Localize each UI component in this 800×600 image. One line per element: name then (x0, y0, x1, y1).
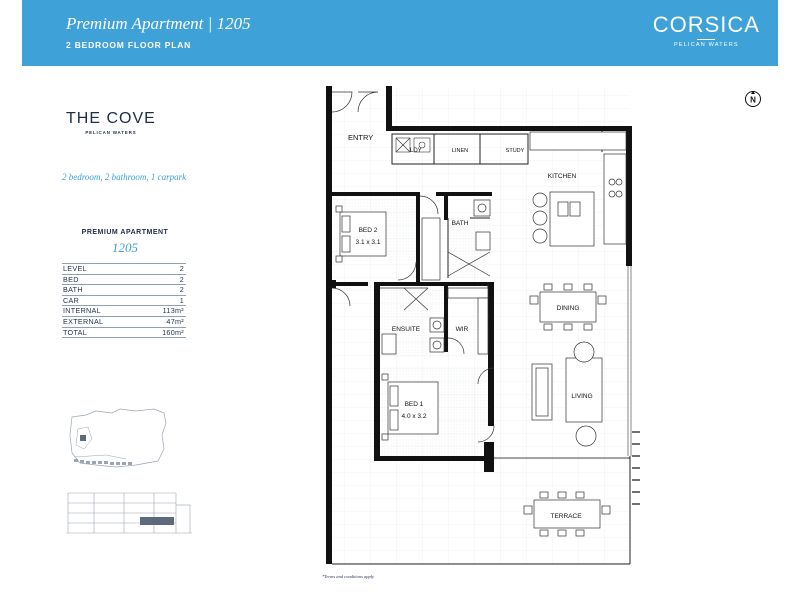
floor-plan (318, 82, 644, 568)
brand-rule (697, 39, 715, 40)
spec-label: BATH (62, 285, 126, 296)
spec-value: 1 (126, 295, 186, 306)
compass-letter: N (750, 95, 756, 105)
spec-heading: PREMIUM APARTMENT (81, 229, 169, 236)
development-logo (66, 110, 156, 135)
spec-label: BED (62, 274, 126, 285)
room-label-wir: WIR (455, 326, 469, 333)
brand-logo (653, 12, 760, 48)
spec-table (62, 263, 186, 338)
header-banner (22, 0, 778, 66)
room-size-bed2: 3.1 x 3.1 (355, 239, 381, 246)
development-name: THE COVE (66, 110, 156, 127)
north-compass-icon (744, 90, 762, 108)
room-label-kitchen: KITCHEN (547, 173, 577, 180)
spec-row (62, 327, 186, 338)
spec-label: CAR (62, 295, 126, 306)
room-label-study: STUDY (505, 148, 525, 154)
spec-row (62, 306, 186, 317)
spec-label: EXTERNAL (62, 316, 126, 327)
room-label-terrace: TERRACE (550, 513, 582, 520)
brand-name: CORSICA (652, 12, 760, 37)
room-label-linen: LINEN (451, 148, 469, 154)
spec-row (62, 285, 186, 296)
room-label-bed1: BED 1 (404, 401, 424, 408)
room-label-ldy: LDY (410, 148, 422, 154)
spec-row (62, 295, 186, 306)
balustrade (632, 432, 640, 504)
terms-note: *Terms and conditions apply (322, 574, 374, 579)
spec-value: 113m² (126, 306, 186, 317)
site-plan-key (66, 405, 196, 475)
spec-value: 160m² (126, 327, 186, 338)
page-title: Premium Apartment | 1205 (66, 14, 251, 33)
spec-row (62, 274, 186, 285)
spec-number: 1205 (112, 240, 138, 255)
room-label-ensuite: ENSUITE (391, 326, 421, 333)
room-size-bed1: 4.0 x 3.2 (401, 413, 427, 420)
spec-value: 2 (126, 264, 186, 275)
building-elevation-key (64, 485, 194, 543)
spec-label: INTERNAL (62, 306, 126, 317)
room-label-bed2: BED 2 (358, 227, 378, 234)
spec-row (62, 316, 186, 327)
room-label-living: LIVING (571, 393, 593, 400)
room-label-entry: ENTRY (348, 133, 374, 142)
development-tagline: PELICAN WATERS (85, 130, 137, 135)
page-subtitle: 2 BEDROOM FLOOR PLAN (66, 40, 192, 50)
spec-value: 2 (126, 274, 186, 285)
spec-value: 47m² (126, 316, 186, 327)
apartment-summary: 2 bedroom, 2 bathroom, 1 carpark (62, 172, 187, 182)
room-label-dining: DINING (556, 305, 580, 312)
brand-tagline: PELICAN WATERS (673, 42, 739, 48)
room-label-bath: BATH (451, 220, 469, 227)
spec-label: TOTAL (62, 327, 126, 338)
spec-row (62, 264, 186, 275)
spec-label: LEVEL (62, 264, 126, 275)
spec-value: 2 (126, 285, 186, 296)
